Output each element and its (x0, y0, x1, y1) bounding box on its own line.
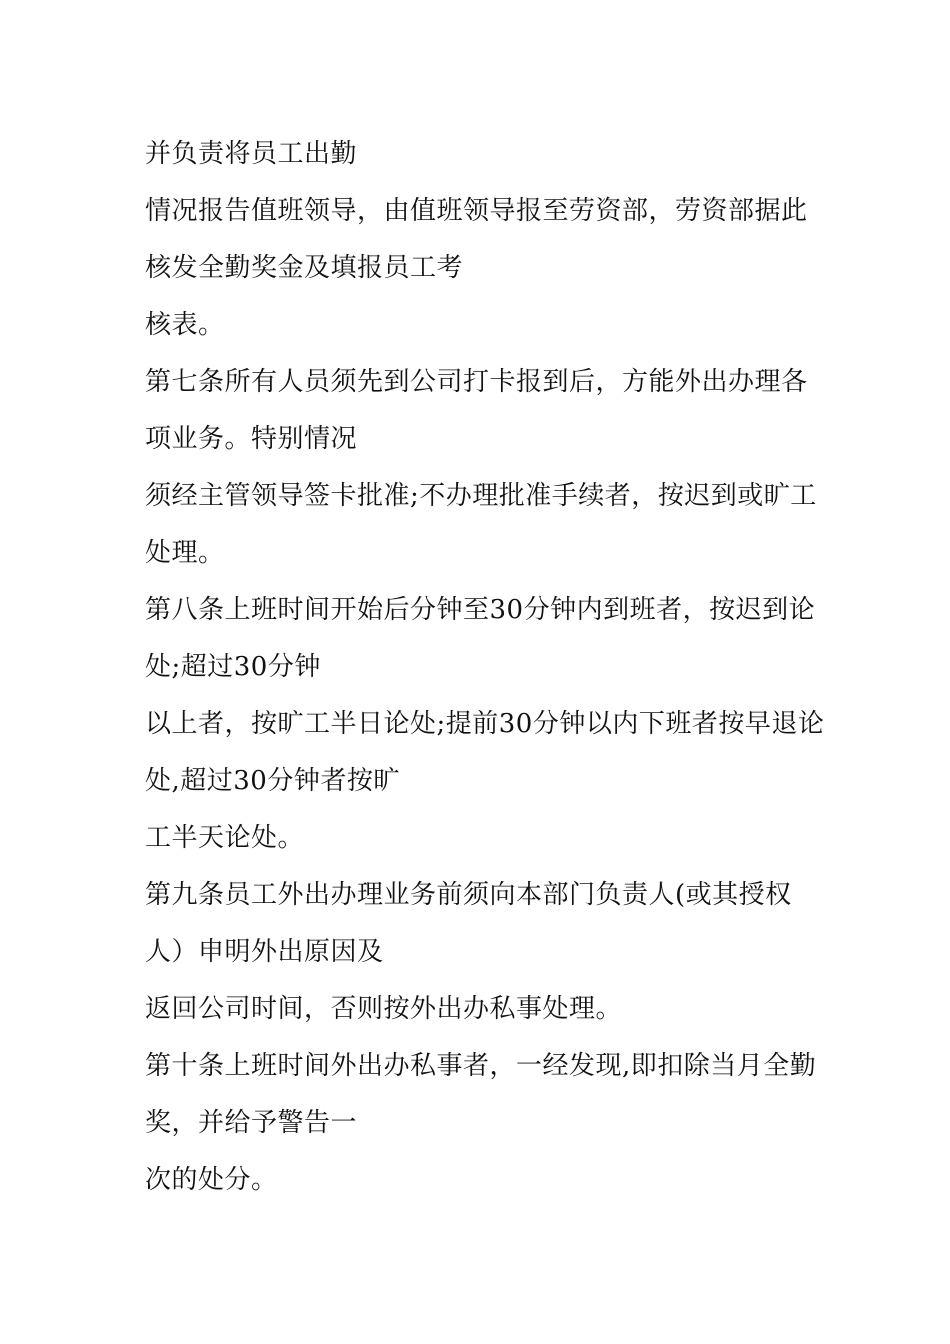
text-line: 处;超过30分钟 (145, 652, 321, 682)
text-line: 人）申明外出原因及 (145, 937, 384, 967)
text-line: 并负责将员工出勤 (145, 139, 358, 169)
text-line: 第七条所有人员须先到公司打卡报到后，方能外出办理各 (145, 367, 808, 397)
text-line: 核表。 (145, 310, 225, 340)
text-line: 情况报告值班领导，由值班领导报至劳资部，劳资部据此 (145, 196, 808, 226)
text-line: 核发全勤奖金及填报员工考 (145, 253, 464, 283)
text-line: 第九条员工外出办理业务前须向本部门负责人(或其授权 (145, 880, 792, 910)
text-line: 奖，并给予警告一 (145, 1108, 358, 1138)
text-line: 处理。 (145, 538, 225, 568)
text-line: 第十条上班时间外出办私事者，一经发现,即扣除当月全勤 (145, 1051, 817, 1081)
text-line: 项业务。特别情况 (145, 424, 358, 454)
text-line: 次的处分。 (145, 1165, 278, 1195)
text-line: 处,超过30分钟者按旷 (145, 766, 400, 796)
text-line: 须经主管领导签卡批准;不办理批准手续者，按迟到或旷工 (145, 481, 817, 511)
text-line: 以上者，按旷工半日论处;提前30分钟以内下班者按早退论 (145, 709, 825, 739)
text-line: 工半天论处。 (145, 823, 305, 853)
text-line: 第八条上班时间开始后分钟至30分钟内到班者，按迟到论 (145, 595, 816, 625)
document-body (145, 126, 825, 1209)
text-line: 返回公司时间，否则按外出办私事处理。 (145, 994, 623, 1024)
